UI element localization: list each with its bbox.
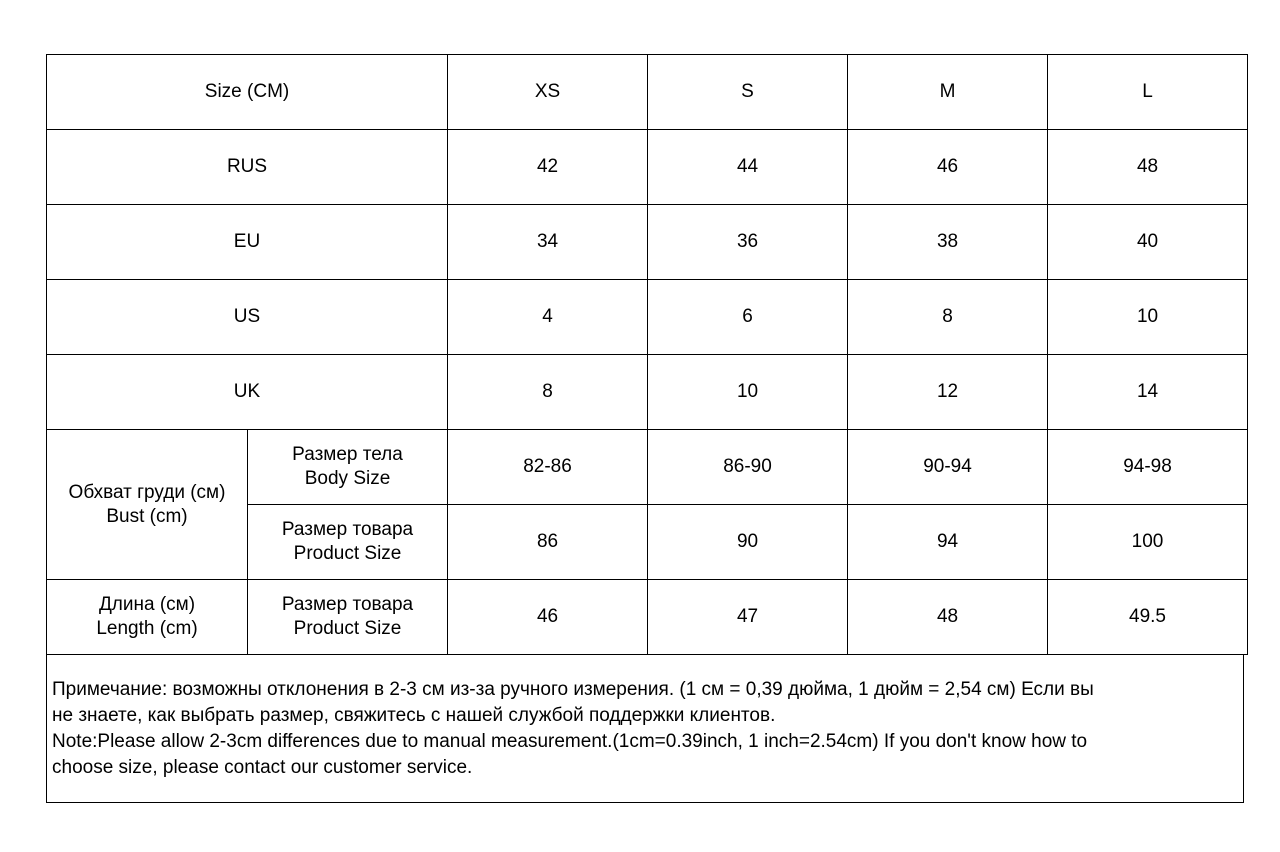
row-label: US bbox=[47, 280, 448, 355]
table-cell: 8 bbox=[848, 280, 1048, 355]
product-size-label bbox=[248, 505, 448, 580]
table-row-uk bbox=[47, 355, 1248, 430]
table-cell: 8 bbox=[448, 355, 648, 430]
row-label: EU bbox=[47, 205, 448, 280]
size-label-cell: Size (CM) bbox=[47, 55, 448, 130]
size-chart bbox=[46, 54, 1246, 803]
length-label-en: Length (cm) bbox=[96, 618, 198, 639]
length-label bbox=[47, 580, 248, 655]
product-size-label bbox=[248, 580, 448, 655]
table-cell: 10 bbox=[1048, 280, 1248, 355]
table-cell: 34 bbox=[448, 205, 648, 280]
size-table bbox=[46, 54, 1248, 655]
table-cell: 90 bbox=[648, 505, 848, 580]
table-cell: 86 bbox=[448, 505, 648, 580]
bust-label-ru: Обхват груди (см) bbox=[68, 481, 226, 503]
row-label: RUS bbox=[47, 130, 448, 205]
size-header-m: M bbox=[848, 55, 1048, 130]
note-en-line-1: Note:Please allow 2-3cm differences due to manual measurement.(1cm=0.39inch, 1 inch=2.54cm) If you don't know how to bbox=[52, 731, 1088, 752]
header-row bbox=[47, 55, 1248, 130]
table-cell: 6 bbox=[648, 280, 848, 355]
size-header-l: L bbox=[1048, 55, 1248, 130]
table-cell: 4 bbox=[448, 280, 648, 355]
bust-label-en: Bust (cm) bbox=[106, 505, 188, 527]
length-label-ru: Длина (см) bbox=[98, 594, 196, 615]
table-cell: 46 bbox=[448, 580, 648, 655]
note-box bbox=[46, 655, 1244, 803]
table-cell: 48 bbox=[848, 580, 1048, 655]
table-cell: 100 bbox=[1048, 505, 1248, 580]
note-ru-line-2: не знаете, как выбрать размер, свяжитесь с нашей службой поддержки клиентов. bbox=[52, 705, 776, 726]
table-cell: 10 bbox=[648, 355, 848, 430]
table-cell: 40 bbox=[1048, 205, 1248, 280]
table-cell: 42 bbox=[448, 130, 648, 205]
table-cell: 86-90 bbox=[648, 430, 848, 505]
table-cell: 38 bbox=[848, 205, 1048, 280]
table-row-us bbox=[47, 280, 1248, 355]
table-cell: 47 bbox=[648, 580, 848, 655]
note-en-line-2: choose size, please contact our customer service. bbox=[52, 757, 473, 778]
table-row-eu bbox=[47, 205, 1248, 280]
table-cell: 90-94 bbox=[848, 430, 1048, 505]
product-size-label-en: Product Size bbox=[293, 543, 402, 564]
body-size-label bbox=[248, 430, 448, 505]
table-cell: 46 bbox=[848, 130, 1048, 205]
table-cell: 12 bbox=[848, 355, 1048, 430]
table-row-rus bbox=[47, 130, 1248, 205]
body-size-label-ru: Размер тела bbox=[292, 444, 403, 465]
product-size-label-ru: Размер товара bbox=[281, 594, 414, 615]
table-cell: 36 bbox=[648, 205, 848, 280]
row-label: UK bbox=[47, 355, 448, 430]
table-cell: 94-98 bbox=[1048, 430, 1248, 505]
bust-label bbox=[47, 430, 248, 580]
table-row-length bbox=[47, 580, 1248, 655]
table-cell: 44 bbox=[648, 130, 848, 205]
table-cell: 94 bbox=[848, 505, 1048, 580]
table-cell: 49.5 bbox=[1048, 580, 1248, 655]
size-header-xs: XS bbox=[448, 55, 648, 130]
table-cell: 48 bbox=[1048, 130, 1248, 205]
table-row-bust-body bbox=[47, 430, 1248, 505]
note-ru-line-1: Примечание: возможны отклонения в 2-3 см из-за ручного измерения. (1 см = 0,39 дюйма, 1 дюйм = 2,54 см) Если вы bbox=[52, 679, 1094, 700]
size-header-s: S bbox=[648, 55, 848, 130]
body-size-label-en: Body Size bbox=[304, 468, 391, 489]
product-size-label-ru: Размер товара bbox=[281, 519, 414, 540]
product-size-label-en: Product Size bbox=[293, 618, 402, 639]
table-cell: 82-86 bbox=[448, 430, 648, 505]
table-cell: 14 bbox=[1048, 355, 1248, 430]
